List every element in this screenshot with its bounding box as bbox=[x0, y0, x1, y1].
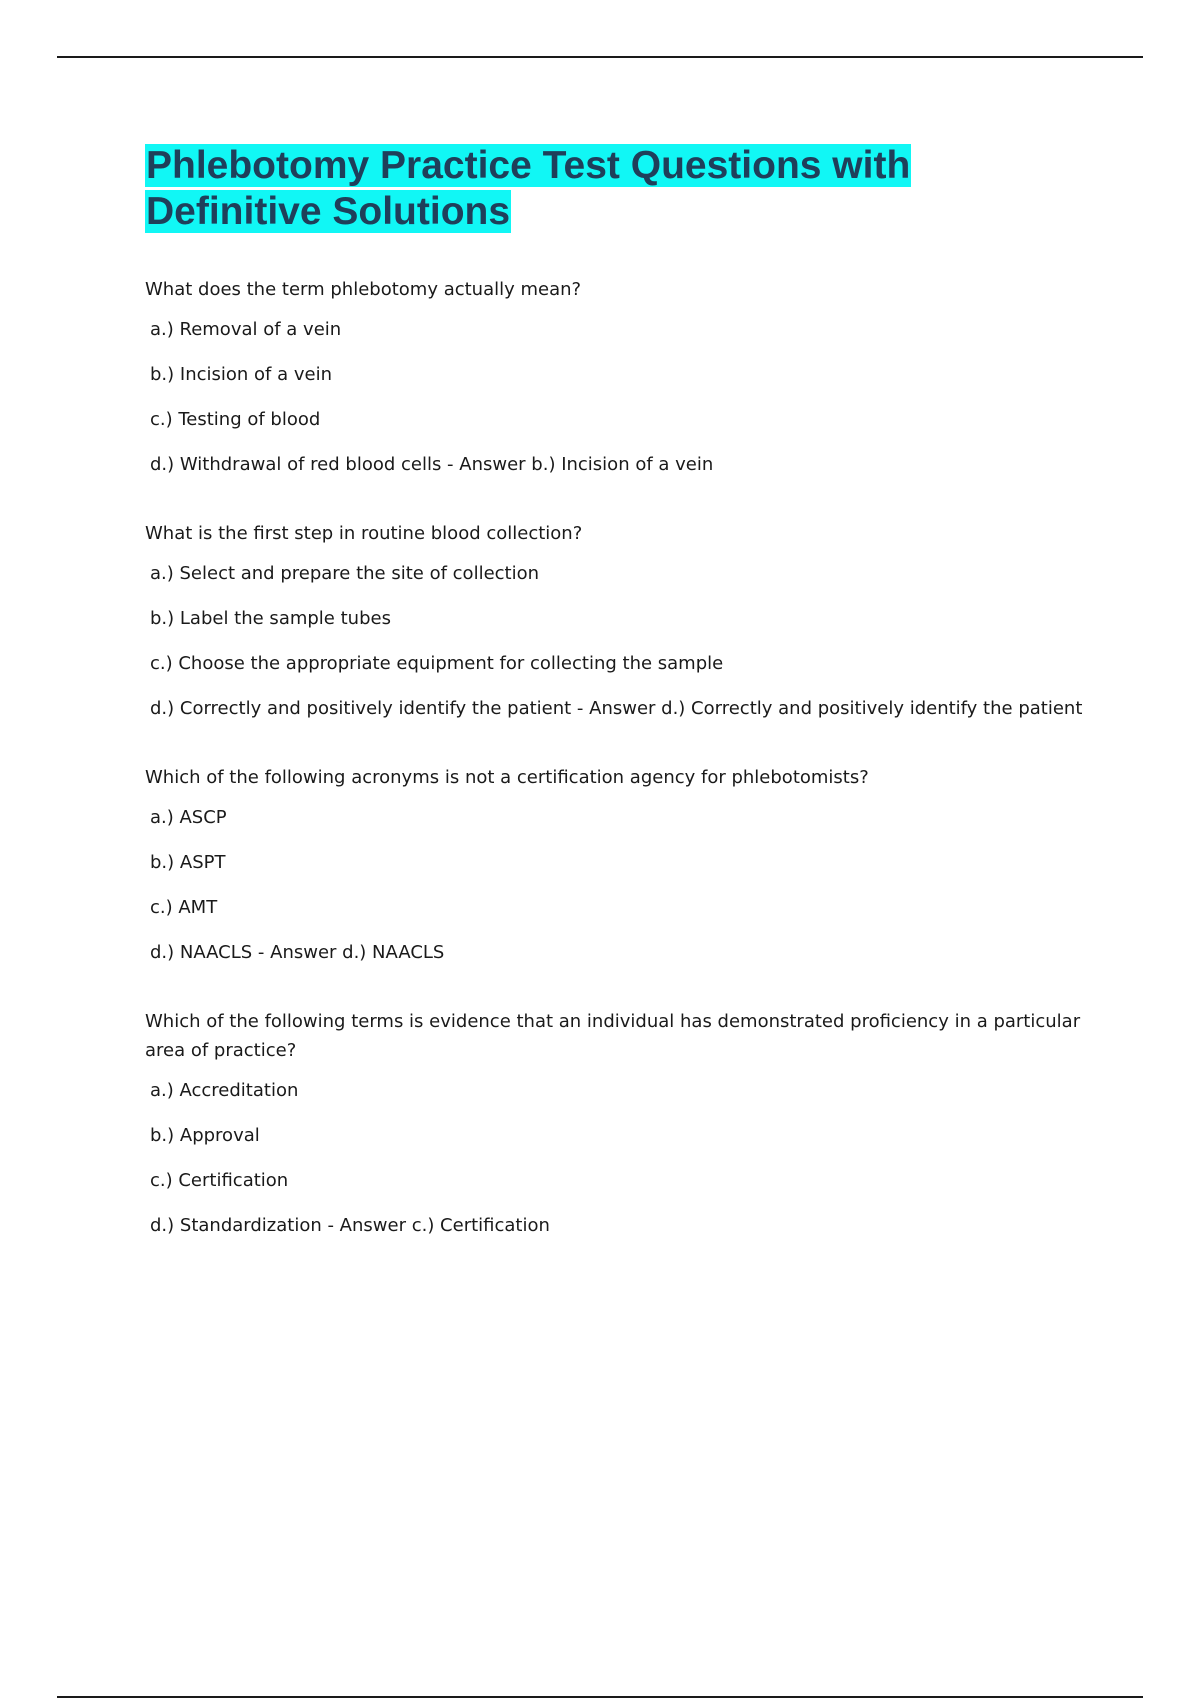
question-text: Which of the following terms is evidence that an individual has demonstrated proficiency in a particular area of practice? bbox=[145, 1011, 1081, 1061]
question-block-3 bbox=[145, 763, 1085, 965]
option-b: b.) Incision of a vein bbox=[150, 364, 332, 385]
document-body bbox=[145, 143, 1085, 1280]
option-d-with-answer: d.) Correctly and positively identify the patient - Answer d.) Correctly and positively identify the patient bbox=[150, 698, 1083, 719]
header-rule bbox=[57, 56, 1143, 58]
option-c: c.) AMT bbox=[150, 897, 218, 918]
footer-rule bbox=[57, 1696, 1143, 1698]
question-text: What does the term phlebotomy actually mean? bbox=[145, 279, 582, 300]
option-a: a.) Accreditation bbox=[150, 1080, 299, 1101]
option-a: a.) Removal of a vein bbox=[150, 319, 342, 340]
question-block-4 bbox=[145, 1007, 1085, 1238]
option-b: b.) ASPT bbox=[150, 852, 226, 873]
option-b: b.) Approval bbox=[150, 1125, 260, 1146]
question-text: Which of the following acronyms is not a certification agency for phlebotomists? bbox=[145, 767, 869, 788]
title-highlight: Phlebotomy Practice Test Questions with Definitive Solutions bbox=[146, 144, 911, 233]
option-c: c.) Certification bbox=[150, 1170, 289, 1191]
option-d-with-answer: d.) Withdrawal of red blood cells - Answer b.) Incision of a vein bbox=[150, 454, 714, 475]
option-a: a.) ASCP bbox=[150, 807, 227, 828]
question-block-1 bbox=[145, 275, 1085, 477]
option-b: b.) Label the sample tubes bbox=[150, 608, 391, 629]
document-title bbox=[145, 143, 1085, 235]
question-text: What is the first step in routine blood collection? bbox=[145, 523, 583, 544]
option-c: c.) Choose the appropriate equipment for collecting the sample bbox=[150, 653, 724, 674]
option-d-with-answer: d.) Standardization - Answer c.) Certification bbox=[150, 1215, 550, 1236]
option-a: a.) Select and prepare the site of collection bbox=[150, 563, 540, 584]
option-c: c.) Testing of blood bbox=[150, 409, 321, 430]
option-d-with-answer: d.) NAACLS - Answer d.) NAACLS bbox=[150, 942, 445, 963]
question-block-2 bbox=[145, 519, 1085, 721]
